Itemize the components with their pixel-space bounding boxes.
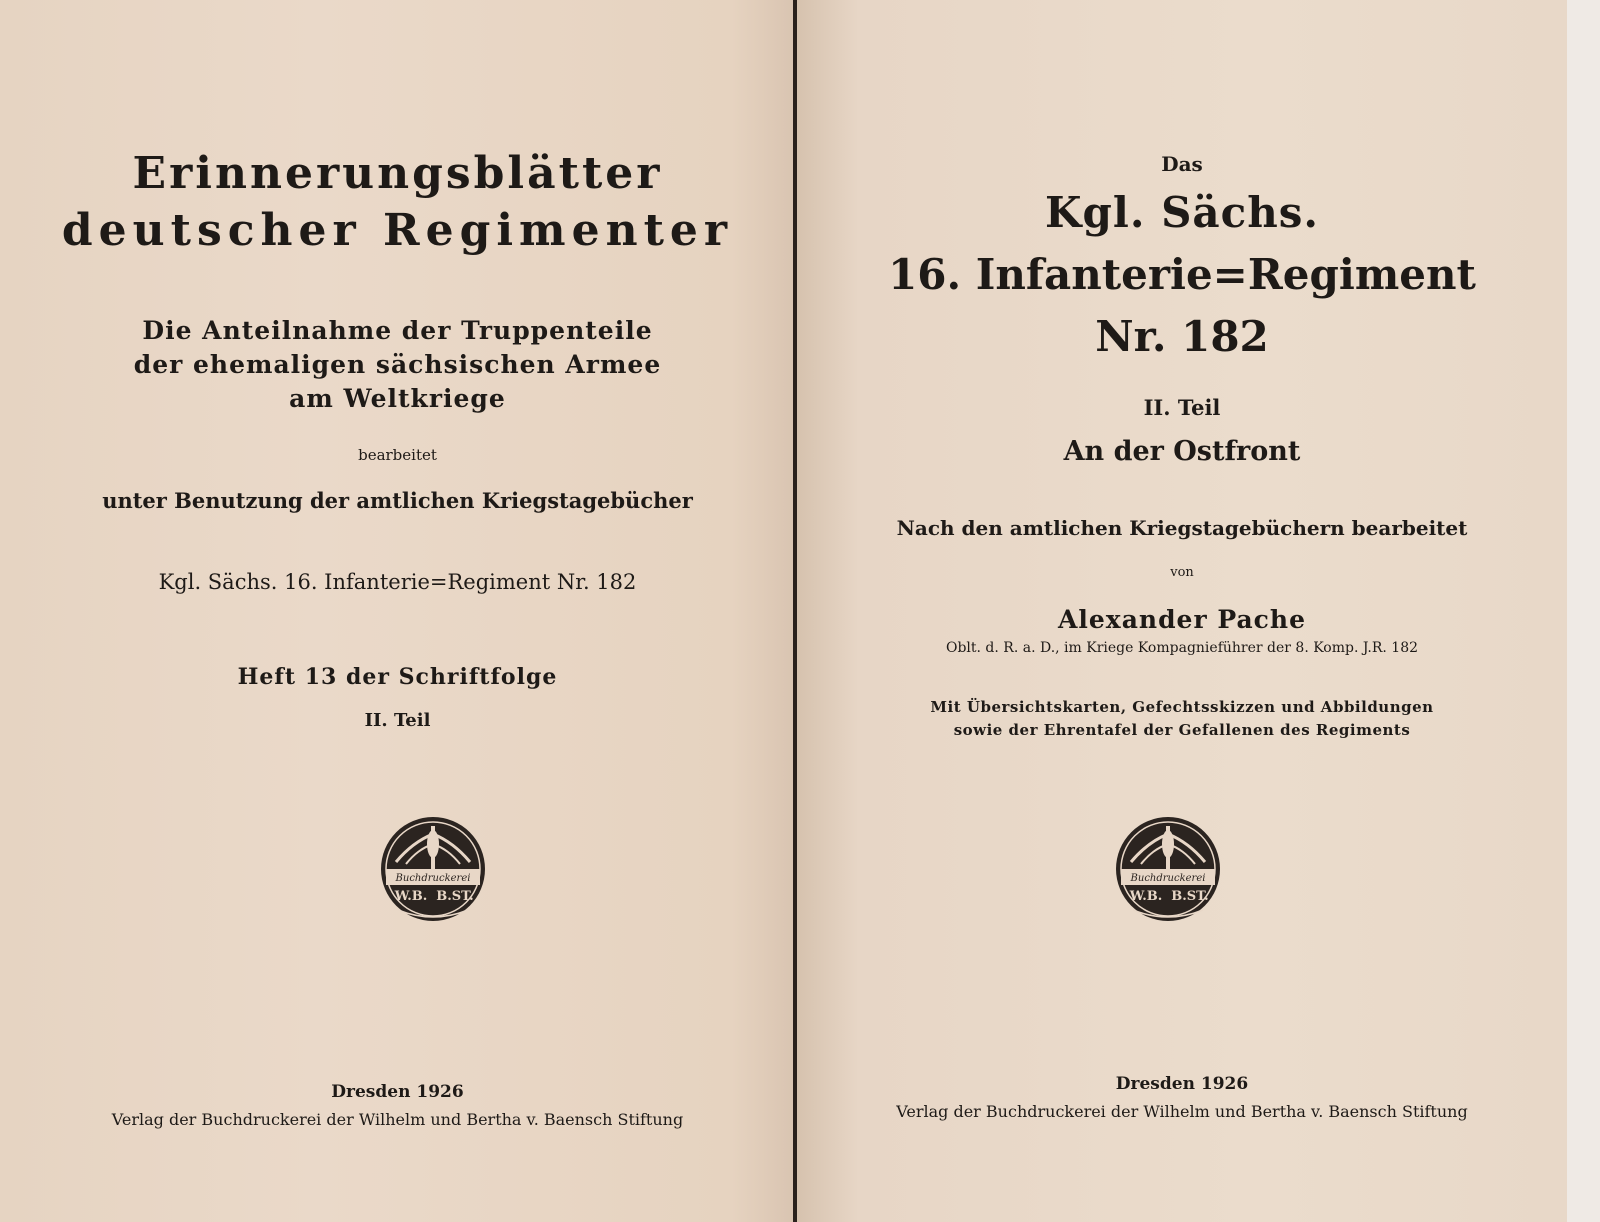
right-contents-line2: sowie der Ehrentafel der Gefallenen des Regiments [953,721,1411,739]
right-contents-line1: Mit Übersichtskarten, Gefechtsskizzen und Abbildungen [930,698,1434,716]
right-part: II. Teil [1143,395,1221,420]
left-edited: bearbeitet [358,446,437,464]
right-part-title: An der Ostfront [1063,436,1301,467]
left-page [0,0,795,1222]
logo-text-top: Buchdruckerei [395,873,471,884]
right-title-line2: 16. Infanterie=Regiment [888,250,1476,299]
left-subtitle-line2: der ehemaligen sächsischen Armee [133,350,662,379]
left-part: II. Teil [364,710,431,731]
left-publisher: Verlag der Buchdruckerei der Wilhelm und Bertha v. Baensch Stiftung [111,1110,684,1129]
left-series: Heft 13 der Schriftfolge [237,664,558,690]
right-page [797,0,1567,1222]
right-basis: Nach den amtlichen Kriegstagebüchern bearbeitet [896,516,1468,540]
logo-text-right: B.ST. [436,889,474,904]
right-title-line3: Nr. 182 [1095,312,1269,361]
printer-logo-icon [378,814,488,924]
printer-logo-icon [1113,814,1223,924]
right-author: Alexander Pache [1058,605,1306,634]
right-place-year: Dresden 1926 [1115,1074,1249,1094]
left-regiment: Kgl. Sächs. 16. Infanterie=Regiment Nr. 182 [158,570,637,594]
logo-text-right: B.ST. [1171,889,1209,904]
logo-text-left: W.B. [394,889,428,904]
logo-text-left: W.B. [1129,889,1163,904]
left-subtitle-line3: am Weltkriege [289,384,506,413]
left-place-year: Dresden 1926 [331,1082,464,1102]
right-title-line1: Kgl. Sächs. [1045,188,1319,237]
left-title-line1: Erinnerungsblätter [132,148,663,199]
left-title-line2: deutscher Regimenter [61,205,734,256]
page-edge [1567,0,1600,1222]
left-subtitle-line1: Die Anteilnahme der Truppenteile [142,316,653,345]
right-publisher: Verlag der Buchdruckerei der Wilhelm und Bertha v. Baensch Stiftung [896,1102,1468,1121]
right-by: von [1170,565,1194,580]
left-sources: unter Benutzung der amtlichen Kriegstagebücher [102,488,693,513]
logo-text-top: Buchdruckerei [1130,873,1206,884]
right-author-title: Oblt. d. R. a. D., im Kriege Kompagnieführer der 8. Komp. J.R. 182 [945,640,1419,656]
right-article: Das [1161,152,1203,176]
